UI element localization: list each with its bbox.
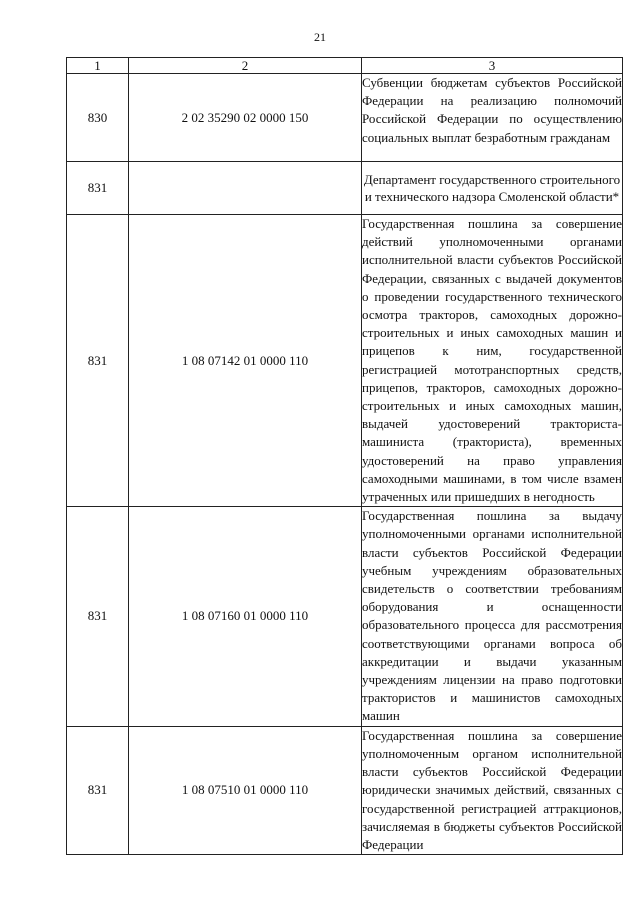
column-header-1: 1 xyxy=(67,58,129,74)
income-code-cell: 2 02 35290 02 0000 150 xyxy=(129,74,362,162)
column-header-2: 2 xyxy=(129,58,362,74)
department-name-cell: Департамент государственного строительного и технического надзора Смоленской области* xyxy=(362,162,623,215)
table-header-row xyxy=(67,58,623,74)
income-name-cell: Государственная пошлина за совершение действий уполномоченными органами исполнительной власти субъектов Российской Федерации, связанных с выдачей документов о проведении государственного технического осмотра тракторов, самоходных дорожно-строительных и иных самоходных машин и прицепов к ним, государственной регистрацией мототранспортных средств, прицепов, тракторов, самоходных дорожно-строительных и иных самоходных машин, выдачей удостоверений тракториста-машиниста (тракториста), временных удостоверений на право управления самоходными машинами, в том числе взамен утраченных или пришедших в негодность xyxy=(362,215,623,507)
table-row xyxy=(67,507,623,726)
income-code-cell: 1 08 07510 01 0000 110 xyxy=(129,726,362,854)
income-name-cell: Субвенции бюджетам субъектов Российской Федерации на реализацию полномочий Российской Федерации по осуществлению социальных выплат безработным гражданам xyxy=(362,74,623,162)
table-row xyxy=(67,215,623,507)
table-row xyxy=(67,162,623,215)
revenue-codes-table xyxy=(66,57,623,855)
column-header-3: 3 xyxy=(362,58,623,74)
page-number: 21 xyxy=(314,30,326,44)
admin-code-cell: 831 xyxy=(67,507,129,726)
table-row xyxy=(67,74,623,162)
admin-code-cell: 831 xyxy=(67,162,129,215)
income-code-cell: 1 08 07142 01 0000 110 xyxy=(129,215,362,507)
admin-code-cell: 831 xyxy=(67,726,129,854)
income-name-cell: Государственная пошлина за совершение уполномоченным органом исполнительной власти субъектов Российской Федерации юридически значимых действий, связанных с государственной регистрацией аттракционов, зачисляемая в бюджеты субъектов Российской Федерации xyxy=(362,726,623,854)
income-code-cell: 1 08 07160 01 0000 110 xyxy=(129,507,362,726)
income-code-cell xyxy=(129,162,362,215)
table-row xyxy=(67,726,623,854)
admin-code-cell: 831 xyxy=(67,215,129,507)
income-name-cell: Государственная пошлина за выдачу уполномоченными органами исполнительной власти субъектов Российской Федерации учебным учреждениям образовательных свидетельств о соответствии требованиям оборудования и оснащенности образовательного процесса для рассмотрения соответствующими органами вопроса об аккредитации и выдачи указанным учреждениям лицензии на право подготовки трактористов и машинистов самоходных машин xyxy=(362,507,623,726)
admin-code-cell: 830 xyxy=(67,74,129,162)
